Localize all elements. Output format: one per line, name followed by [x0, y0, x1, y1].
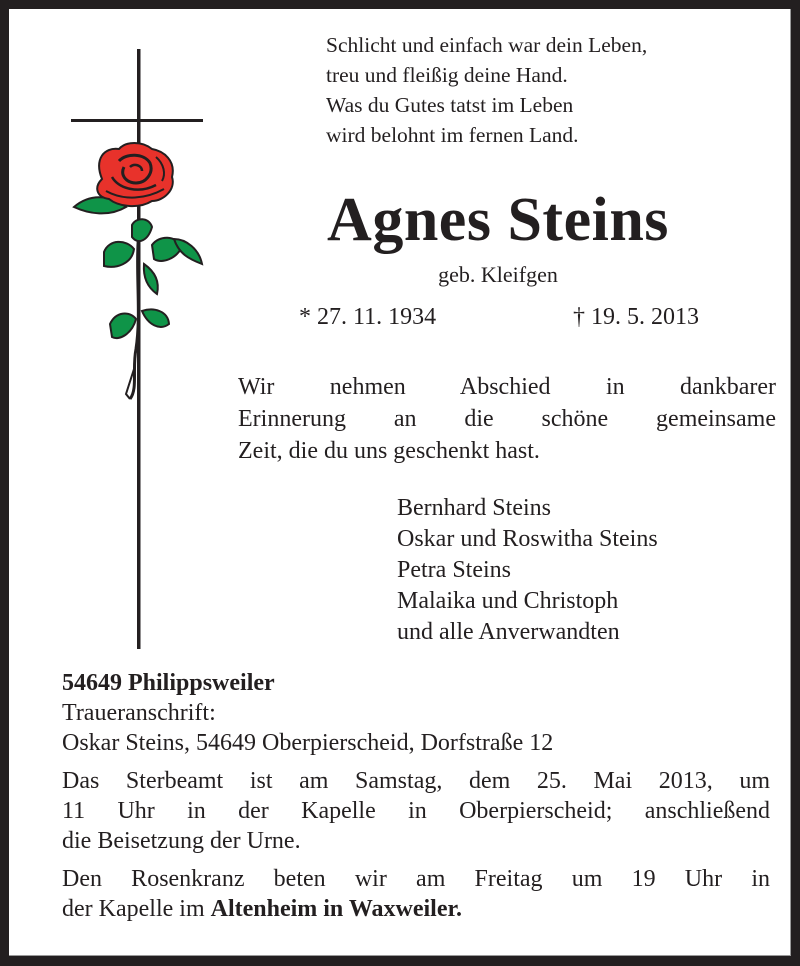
farewell-line: Zeit, die du uns geschenkt hast. — [238, 438, 540, 464]
service-details — [62, 668, 770, 924]
service-line: die Beisetzung der Urne. — [62, 828, 301, 854]
poem-line: treu und fleißig deine Hand. — [326, 63, 568, 87]
farewell-line: Wir nehmen Abschied in dankbarer — [238, 374, 776, 400]
rosary-info — [62, 864, 770, 924]
farewell-message — [238, 371, 776, 467]
deceased-name: Agnes Steins — [327, 186, 669, 254]
memorial-poem — [326, 30, 647, 150]
birth-date: * 27. 11. 1934 — [299, 304, 437, 330]
poem-line: Was du Gutes tatst im Leben — [326, 93, 574, 117]
rosary-place-prefix: der Kapelle im — [62, 896, 211, 922]
rosary-line — [62, 894, 770, 924]
address-label: Traueranschrift: — [62, 700, 216, 726]
death-date: † 19. 5. 2013 — [573, 304, 699, 330]
poem-line: wird belohnt im fernen Land. — [326, 123, 579, 147]
mourner: Oskar und Roswitha Steins — [397, 526, 658, 552]
mourner: Petra Steins — [397, 557, 511, 583]
rosary-line: Den Rosenkranz beten wir am Freitag um 19 Uhr in — [62, 866, 770, 892]
poem-line: Schlicht und einfach war dein Leben, — [326, 33, 648, 57]
mourning-address: Oskar Steins, 54649 Oberpierscheid, Dorfstraße 12 — [62, 730, 554, 756]
location: 54649 Philippsweiler — [62, 670, 275, 696]
service-info — [62, 766, 770, 856]
mourner: Malaika und Christoph — [397, 588, 619, 614]
mourner: Bernhard Steins — [397, 495, 551, 521]
service-line: Das Sterbeamt ist am Samstag, dem 25. Mai 2013, um — [62, 768, 770, 794]
rosary-place: Altenheim in Waxweiler. — [210, 896, 462, 922]
obituary-card — [9, 9, 791, 956]
maiden-name: geb. Kleifgen — [438, 262, 558, 287]
cross-with-rose-icon — [64, 49, 214, 654]
farewell-line: Erinnerung an die schöne gemeinsame — [238, 406, 776, 432]
life-dates — [299, 301, 699, 333]
service-line: 11 Uhr in der Kapelle in Oberpierscheid; anschließend — [62, 798, 770, 824]
mourner: und alle Anverwandten — [397, 619, 620, 645]
mourners-list — [397, 493, 658, 648]
